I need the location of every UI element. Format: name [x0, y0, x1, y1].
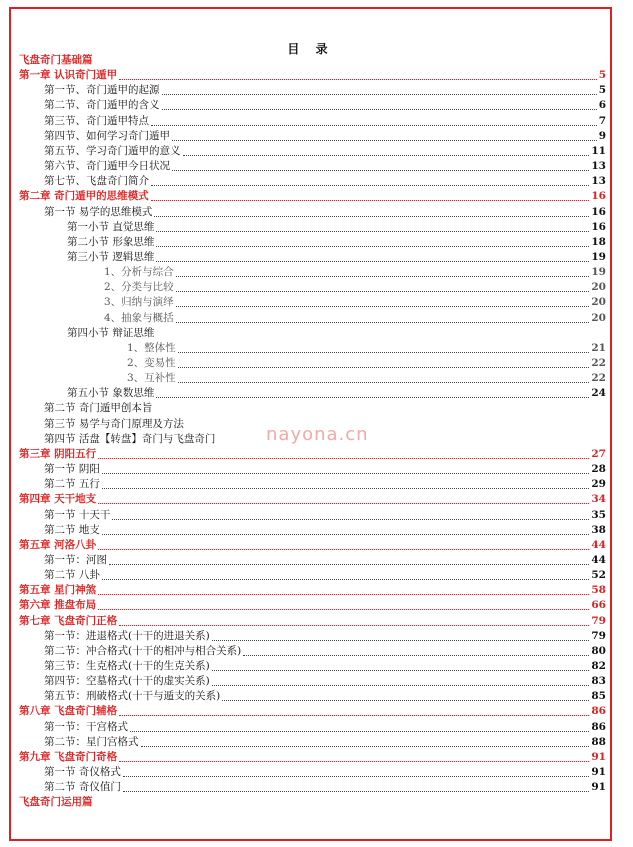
- toc-leader-dots: [102, 568, 589, 580]
- toc-leader-dots: [183, 144, 589, 156]
- toc-page-number: 86: [591, 720, 606, 733]
- toc-entry[interactable]: [11, 220, 614, 235]
- toc-page-number: 13: [591, 160, 606, 173]
- toc-leader-dots: [119, 68, 597, 80]
- toc-leader-dots: [98, 447, 589, 459]
- toc-entry[interactable]: [11, 311, 614, 326]
- toc-entry[interactable]: [11, 462, 614, 477]
- toc-entry-label: 第四节：空墓格式(十干的虚实关系): [44, 675, 210, 688]
- toc-entry[interactable]: [11, 598, 614, 613]
- toc-page-number: 29: [591, 478, 606, 491]
- toc-entry-label: 第一节：干宫格式: [44, 720, 128, 733]
- toc-entry-label: 第五章 河洛八卦: [19, 538, 97, 551]
- toc-entry[interactable]: [11, 629, 614, 644]
- toc-entry-label: 第一节：河图: [44, 553, 107, 566]
- toc-page-number: 85: [591, 690, 606, 703]
- toc-entry-label: 第二节：冲合格式(十干的相冲与相合关系): [44, 644, 242, 657]
- toc-entry[interactable]: [11, 780, 614, 795]
- toc-entry[interactable]: [11, 689, 614, 704]
- toc-page-number: 38: [591, 523, 606, 536]
- toc-leader-dots: [162, 98, 597, 110]
- toc-leader-dots: [141, 735, 589, 747]
- toc-entry[interactable]: [11, 568, 614, 583]
- toc-leader-dots: [176, 295, 589, 307]
- toc-leader-dots: [119, 704, 589, 716]
- toc-entry-label: 第二节：星门宫格式: [44, 735, 139, 748]
- toc-entry-label: 第五章 星门神煞: [19, 584, 97, 597]
- toc-page-number: 83: [591, 675, 606, 688]
- toc-page-number: 7: [598, 114, 606, 127]
- toc-leader-dots: [156, 235, 589, 247]
- toc-page-number: 18: [591, 235, 606, 248]
- toc-page-number: 19: [591, 266, 606, 279]
- toc-entry[interactable]: [11, 280, 614, 295]
- toc-entry-label: 第七节、飞盘奇门简介: [44, 175, 149, 188]
- toc-page-number: 88: [591, 735, 606, 748]
- toc-entry[interactable]: [11, 477, 614, 492]
- toc-leader-dots: [212, 629, 589, 641]
- toc-entry[interactable]: [11, 68, 614, 83]
- toc-leader-dots: [98, 538, 589, 550]
- toc-leader-dots: [178, 341, 589, 353]
- toc-page-number: 86: [591, 705, 606, 718]
- toc-entry[interactable]: [11, 250, 614, 265]
- toc-page-number: 80: [591, 644, 606, 657]
- toc-leader-dots: [172, 129, 597, 141]
- toc-entry-label: 第三章 阴阳五行: [19, 447, 97, 460]
- toc-entry-label: 第四节 活盘【转盘】奇门与飞盘奇门: [44, 432, 216, 445]
- toc-entry-label: 第二节 八卦: [44, 569, 100, 582]
- toc-leader-dots: [151, 114, 597, 126]
- toc-entry-label: 第二节 奇仪值门: [44, 781, 121, 794]
- toc-entry[interactable]: [11, 326, 614, 341]
- toc-leader-dots: [212, 659, 589, 671]
- toc-entry-label: 第二小节 形象思维: [67, 235, 155, 248]
- toc-entry-label: 第六章 推盘布局: [19, 599, 97, 612]
- toc-leader-dots: [172, 159, 589, 171]
- toc-entry-label: 4、抽象与概括: [104, 311, 174, 324]
- toc-leader-dots: [102, 462, 589, 474]
- toc-leader-dots: [119, 750, 589, 762]
- toc-entry-label: 3、归纳与演绎: [104, 296, 174, 309]
- toc-entry[interactable]: [11, 356, 614, 371]
- toc-entry[interactable]: [11, 205, 614, 220]
- toc-entry-label: 第三节：生克格式(十干的生克关系): [44, 660, 210, 672]
- toc-entry-label: 第四章 天干地支: [19, 493, 97, 506]
- toc-entry-label: 第一节 十天干: [44, 508, 111, 521]
- toc-entry-label: 飞盘奇门运用篇: [19, 796, 93, 809]
- toc-leader-dots: [243, 644, 589, 656]
- toc-entry-label: 第四小节 辩证思维: [67, 326, 155, 339]
- toc-page-number: 66: [591, 599, 606, 612]
- toc-leader-dots: [212, 674, 589, 686]
- toc-page-number: 9: [598, 129, 606, 142]
- toc-leader-dots: [156, 250, 589, 262]
- toc-entry-label: 第四节、如何学习奇门遁甲: [44, 129, 170, 142]
- toc-page-number: 91: [591, 766, 606, 779]
- toc-leader-dots: [156, 220, 589, 232]
- toc-page-number: 11: [591, 144, 606, 157]
- toc-page-number: 34: [591, 493, 606, 506]
- toc-page-number: 91: [591, 750, 606, 763]
- toc-leader-dots: [109, 553, 589, 565]
- toc-entry[interactable]: [11, 508, 614, 523]
- toc-entry-label: 第一节 阴阳: [44, 463, 100, 476]
- toc-entry[interactable]: [11, 538, 614, 553]
- toc-page-number: 58: [591, 584, 606, 597]
- toc-entry-label: 第二节、奇门遁甲的含义: [44, 99, 160, 112]
- toc-entry[interactable]: [11, 523, 614, 538]
- toc-leader-dots: [178, 371, 589, 383]
- toc-entry[interactable]: [11, 553, 614, 568]
- toc-entry-label: 第八章 飞盘奇门辅格: [19, 705, 118, 718]
- toc-page-number: 91: [591, 781, 606, 794]
- toc-entry[interactable]: [11, 174, 614, 189]
- toc-page-number: 20: [591, 296, 606, 309]
- toc-page-number: 79: [591, 614, 606, 627]
- toc-entry-label: 第二节 奇门遁甲创本旨: [44, 402, 153, 415]
- toc-entry-label: 第三节 易学与奇门原理及方法: [44, 417, 184, 430]
- toc-entry[interactable]: [11, 114, 614, 129]
- toc-entry-label: 第一小节 直觉思维: [67, 220, 155, 233]
- toc-entry[interactable]: [11, 159, 614, 174]
- toc-entry[interactable]: [11, 583, 614, 598]
- toc-page-number: 35: [591, 508, 606, 521]
- toc-entry[interactable]: [11, 795, 614, 810]
- toc-leader-dots: [156, 386, 589, 398]
- toc-entry[interactable]: [11, 144, 614, 159]
- toc-entry-label: 3、互补性: [127, 372, 176, 385]
- toc-entry-label: 第三节、奇门遁甲特点: [44, 114, 149, 127]
- toc-leader-dots: [176, 265, 589, 277]
- toc-page-number: 28: [591, 463, 606, 476]
- toc-entry-label: 飞盘奇门基础篇: [19, 54, 93, 66]
- toc-entry[interactable]: [11, 265, 614, 280]
- toc-entry-label: 第二节 五行: [44, 478, 100, 491]
- toc-leader-dots: [102, 477, 589, 489]
- toc-entry-label: 第一节：进退格式(十干的进退关系): [44, 629, 210, 642]
- toc-leader-dots: [154, 205, 589, 217]
- toc-entry-label: 第二节 地支: [44, 523, 100, 536]
- toc-page-number: 16: [591, 220, 606, 233]
- toc-entry[interactable]: [11, 417, 614, 432]
- toc-entry-label: 第六节、奇门遁甲今日状况: [44, 160, 170, 173]
- toc-page-number: 16: [591, 205, 606, 218]
- toc-page-number: 27: [591, 447, 606, 460]
- toc-entry[interactable]: [11, 129, 614, 144]
- toc-page-number: 5: [598, 69, 606, 82]
- toc-entry[interactable]: [11, 386, 614, 401]
- toc-entry-label: 第一章 认识奇门遁甲: [19, 69, 118, 82]
- toc-entry[interactable]: [11, 189, 614, 204]
- toc-leader-dots: [176, 280, 589, 292]
- toc-entry[interactable]: [11, 735, 614, 750]
- toc-entry-label: 第二章 奇门遁甲的思维模式: [19, 190, 149, 203]
- toc-leader-dots: [151, 189, 589, 201]
- toc-entry-label: 第九章 飞盘奇门奇格: [19, 750, 118, 763]
- toc-page-number: 20: [591, 311, 606, 324]
- toc-page-number: 13: [591, 175, 606, 188]
- toc-entry-label: 第五小节 象数思维: [67, 387, 155, 400]
- toc-entry[interactable]: [11, 401, 614, 416]
- toc-entry-label: 第五节、学习奇门遁甲的意义: [44, 144, 181, 157]
- toc-entry[interactable]: [11, 750, 614, 765]
- toc-leader-dots: [123, 765, 589, 777]
- toc-entry[interactable]: [11, 720, 614, 735]
- toc-page-number: 6: [598, 99, 606, 112]
- toc-entry[interactable]: [11, 98, 614, 113]
- toc-page-number: 22: [591, 357, 606, 369]
- toc-entry-label: 第三小节 逻辑思维: [67, 250, 155, 263]
- toc-page-number: 44: [591, 553, 606, 566]
- toc-leader-dots: [123, 780, 589, 792]
- toc-entry-label: 第一节 易学的思维模式: [44, 205, 153, 218]
- toc-entry-label: 第七章 飞盘奇门正格: [19, 614, 118, 627]
- toc-entry[interactable]: [11, 371, 614, 386]
- toc-entry[interactable]: [11, 53, 614, 68]
- toc-page-number: 24: [591, 387, 606, 400]
- toc-entry[interactable]: [11, 765, 614, 780]
- toc-leader-dots: [176, 311, 589, 323]
- toc-entry[interactable]: [11, 492, 614, 507]
- toc-leader-dots: [162, 83, 597, 95]
- toc-entry-label: 第五节：刑破格式(十干与遁支的关系): [44, 690, 221, 703]
- toc-page-number: 52: [591, 569, 606, 582]
- toc-entry[interactable]: [11, 341, 614, 356]
- toc-entry[interactable]: [11, 644, 614, 659]
- toc-leader-dots: [151, 174, 589, 186]
- toc-page-number: 20: [591, 281, 606, 294]
- toc-leader-dots: [98, 598, 589, 610]
- watermark: nayona.cn: [266, 424, 369, 445]
- toc-page-number: 82: [591, 660, 606, 672]
- toc-leader-dots: [98, 492, 589, 504]
- toc-leader-dots: [102, 523, 589, 535]
- toc-entry-label: 1、分析与综合: [104, 266, 174, 279]
- toc-entry[interactable]: [11, 614, 614, 629]
- toc-entry[interactable]: [11, 704, 614, 719]
- toc-entry-label: 2、分类与比较: [104, 281, 174, 294]
- toc-entry[interactable]: [11, 659, 614, 674]
- toc-entry[interactable]: [11, 447, 614, 462]
- toc-entry[interactable]: [11, 235, 614, 250]
- toc-entry-label: 第一节 奇仪格式: [44, 766, 121, 779]
- toc-leader-dots: [178, 356, 589, 368]
- toc-leader-dots: [112, 508, 589, 520]
- toc-leader-dots: [130, 720, 589, 732]
- toc-page-number: 21: [591, 341, 606, 354]
- toc-page-number: 79: [591, 629, 606, 642]
- toc-entry[interactable]: [11, 83, 614, 98]
- toc-entry-label: 2、变易性: [127, 357, 176, 369]
- toc-page-number: 44: [591, 538, 606, 551]
- toc-leader-dots: [98, 583, 589, 595]
- toc-entry[interactable]: [11, 432, 614, 447]
- toc-page-number: 22: [591, 372, 606, 385]
- toc-leader-dots: [222, 689, 589, 701]
- toc-leader-dots: [119, 614, 589, 626]
- toc-page-number: 16: [591, 190, 606, 203]
- toc-entry-label: 第一节、奇门遁甲的起源: [44, 84, 160, 97]
- toc-page-number: 5: [598, 84, 606, 97]
- toc-page: [9, 7, 612, 841]
- toc-page-number: 19: [591, 250, 606, 263]
- toc-entry[interactable]: [11, 295, 614, 310]
- page-title: 目 录: [287, 42, 334, 56]
- toc-entry-label: 1、整体性: [127, 341, 176, 354]
- toc-entry[interactable]: [11, 674, 614, 689]
